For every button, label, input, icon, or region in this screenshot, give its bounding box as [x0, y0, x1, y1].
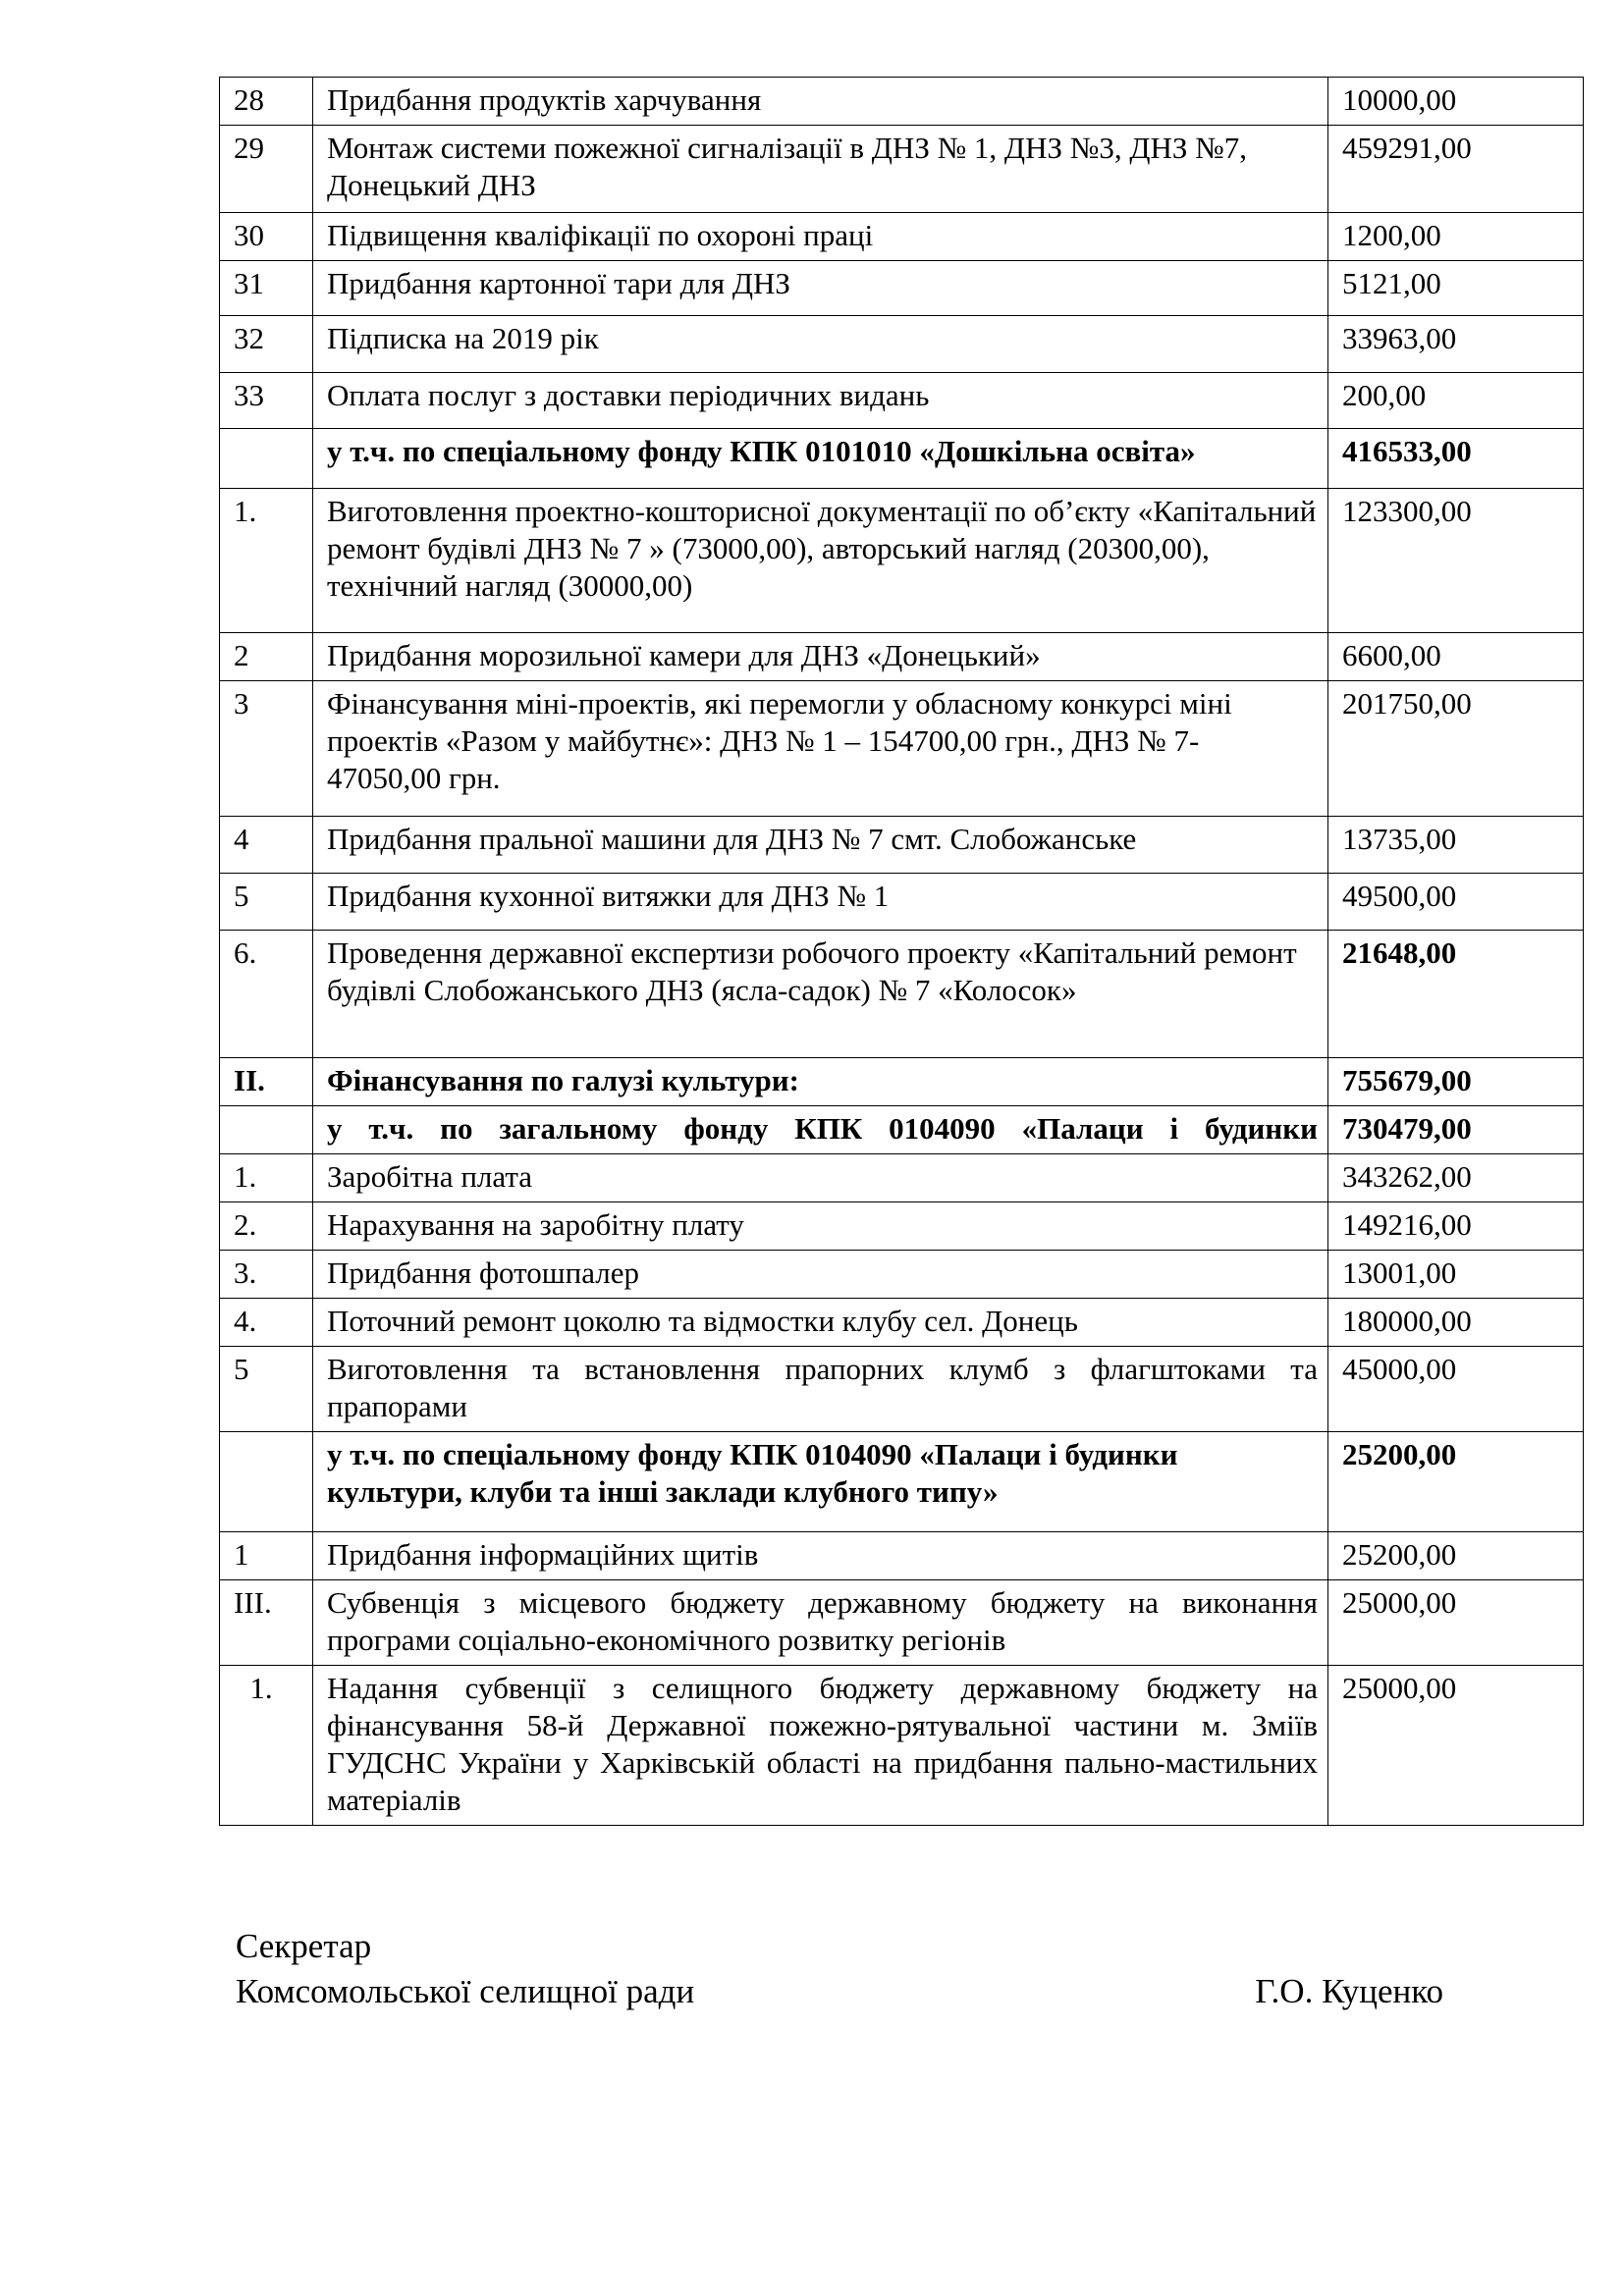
table-row: [220, 1251, 1584, 1299]
row-description: Придбання картонної тари для ДНЗ: [313, 261, 1328, 316]
row-number: 1.: [220, 1666, 313, 1826]
table-row: [220, 931, 1584, 1058]
row-amount: 25000,00: [1328, 1666, 1584, 1826]
row-amount: 200,00: [1328, 373, 1584, 429]
row-description: Монтаж системи пожежної сигналізації в ДНЗ № 1, ДНЗ №3, ДНЗ №7, Донецький ДНЗ: [313, 126, 1328, 213]
row-number: 1.: [220, 489, 313, 633]
row-description: Поточний ремонт цоколю та відмостки клубу сел. Донець: [313, 1299, 1328, 1347]
table-row: [220, 817, 1584, 874]
row-number: 6.: [220, 931, 313, 1058]
row-description: Придбання фотошпалер: [313, 1251, 1328, 1299]
row-number: 2: [220, 633, 313, 681]
row-amount: 6600,00: [1328, 633, 1584, 681]
row-description: у т.ч. по загальному фонду КПК 0104090 «Палаци і будинки: [313, 1106, 1328, 1154]
row-description: Фінансування по галузі культури:: [313, 1058, 1328, 1106]
row-number: 3.: [220, 1251, 313, 1299]
row-amount: 5121,00: [1328, 261, 1584, 316]
row-number: 2.: [220, 1202, 313, 1251]
signature-title: Секретар: [236, 1927, 372, 1965]
table-row: [220, 1058, 1584, 1106]
row-amount: 25000,00: [1328, 1580, 1584, 1666]
row-description: Придбання кухонної витяжки для ДНЗ № 1: [313, 874, 1328, 931]
row-number: 5: [220, 874, 313, 931]
row-amount: 755679,00: [1328, 1058, 1584, 1106]
row-amount: 45000,00: [1328, 1347, 1584, 1432]
table-row: [220, 213, 1584, 261]
row-number: 4.: [220, 1299, 313, 1347]
row-number: 30: [220, 213, 313, 261]
table-row: [220, 1432, 1584, 1532]
row-number: 5: [220, 1347, 313, 1432]
row-amount: 13735,00: [1328, 817, 1584, 874]
signature-name: Г.О. Куценко: [1255, 1972, 1443, 2010]
row-number: 33: [220, 373, 313, 429]
row-amount: 10000,00: [1328, 78, 1584, 126]
row-number: [220, 1106, 313, 1154]
table-row: [220, 633, 1584, 681]
row-description: Нарахування на заробітну плату: [313, 1202, 1328, 1251]
table-row: [220, 78, 1584, 126]
table-row: [220, 489, 1584, 633]
row-amount: 13001,00: [1328, 1251, 1584, 1299]
row-number: 28: [220, 78, 313, 126]
row-description: Придбання інформаційних щитів: [313, 1532, 1328, 1580]
row-amount: 343262,00: [1328, 1154, 1584, 1202]
row-number: [220, 1432, 313, 1532]
table-row: [220, 1299, 1584, 1347]
row-description: Надання субвенції з селищного бюджету державному бюджету на фінансування 58-й Державної пожежно-рятувальної частини м. Зміїв ГУДСНС України у Харківській області на придбання пально-мастильних матеріалів: [313, 1666, 1328, 1826]
table-row: [220, 874, 1584, 931]
table-row: [220, 261, 1584, 316]
row-number: 4: [220, 817, 313, 874]
table-row: [220, 316, 1584, 373]
table-row: [220, 373, 1584, 429]
row-description: Фінансування міні-проектів, які перемогли у обласному конкурсі міні проектів «Разом у майбутнє»: ДНЗ № 1 – 154700,00 грн., ДНЗ № 7- 47050,00 грн.: [313, 681, 1328, 817]
row-amount: 149216,00: [1328, 1202, 1584, 1251]
table-row: [220, 1106, 1584, 1154]
budget-table-body: [220, 78, 1584, 1826]
row-amount: 33963,00: [1328, 316, 1584, 373]
row-description: Підвищення кваліфікації по охороні праці: [313, 213, 1328, 261]
table-row: [220, 126, 1584, 213]
row-number: [220, 429, 313, 489]
table-row: [220, 681, 1584, 817]
row-number: 1: [220, 1532, 313, 1580]
row-amount: 1200,00: [1328, 213, 1584, 261]
row-number: 3: [220, 681, 313, 817]
row-description: Оплата послуг з доставки періодичних видань: [313, 373, 1328, 429]
row-description: у т.ч. по спеціальному фонду КПК 0104090 «Палаци і будинки культури, клуби та інші заклади клубного типу»: [313, 1432, 1328, 1532]
table-row: [220, 1202, 1584, 1251]
row-description: Виготовлення проектно-кошторисної документації по об’єкту «Капітальний ремонт будівлі ДНЗ № 7 » (73000,00), авторський нагляд (20300,00), технічний нагляд (30000,00): [313, 489, 1328, 633]
row-description: Субвенція з місцевого бюджету державному бюджету на виконання програми соціально-економічного розвитку регіонів: [313, 1580, 1328, 1666]
signature-organization: Комсомольської селищної ради: [236, 1972, 695, 2010]
row-number: 32: [220, 316, 313, 373]
row-description: Підписка на 2019 рік: [313, 316, 1328, 373]
row-description: Придбання морозильної камери для ДНЗ «Донецький»: [313, 633, 1328, 681]
row-description: Заробітна плата: [313, 1154, 1328, 1202]
table-row: [220, 1580, 1584, 1666]
table-row: [220, 1347, 1584, 1432]
row-amount: 25200,00: [1328, 1432, 1584, 1532]
row-amount: 180000,00: [1328, 1299, 1584, 1347]
row-description: у т.ч. по спеціальному фонду КПК 0101010 «Дошкільна освіта»: [313, 429, 1328, 489]
row-amount: 21648,00: [1328, 931, 1584, 1058]
row-amount: 49500,00: [1328, 874, 1584, 931]
row-amount: 25200,00: [1328, 1532, 1584, 1580]
signature-block: [236, 1924, 1443, 2014]
row-description: Виготовлення та встановлення прапорних клумб з флагштоками та прапорами: [313, 1347, 1328, 1432]
table-row: [220, 1154, 1584, 1202]
budget-table: [219, 77, 1584, 1826]
row-amount: 730479,00: [1328, 1106, 1584, 1154]
row-number: 1.: [220, 1154, 313, 1202]
row-amount: 201750,00: [1328, 681, 1584, 817]
row-number: ІІІ.: [220, 1580, 313, 1666]
row-description: Придбання пральної машини для ДНЗ № 7 смт. Слобожанське: [313, 817, 1328, 874]
row-description: Проведення державної експертизи робочого проекту «Капітальний ремонт будівлі Слобожанського ДНЗ (ясла-садок) № 7 «Колосок»: [313, 931, 1328, 1058]
row-amount: 123300,00: [1328, 489, 1584, 633]
row-number: 29: [220, 126, 313, 213]
row-description: Придбання продуктів харчування: [313, 78, 1328, 126]
row-number: ІІ.: [220, 1058, 313, 1106]
table-row: [220, 429, 1584, 489]
row-number: 31: [220, 261, 313, 316]
table-row: [220, 1666, 1584, 1826]
table-row: [220, 1532, 1584, 1580]
row-amount: 459291,00: [1328, 126, 1584, 213]
row-amount: 416533,00: [1328, 429, 1584, 489]
